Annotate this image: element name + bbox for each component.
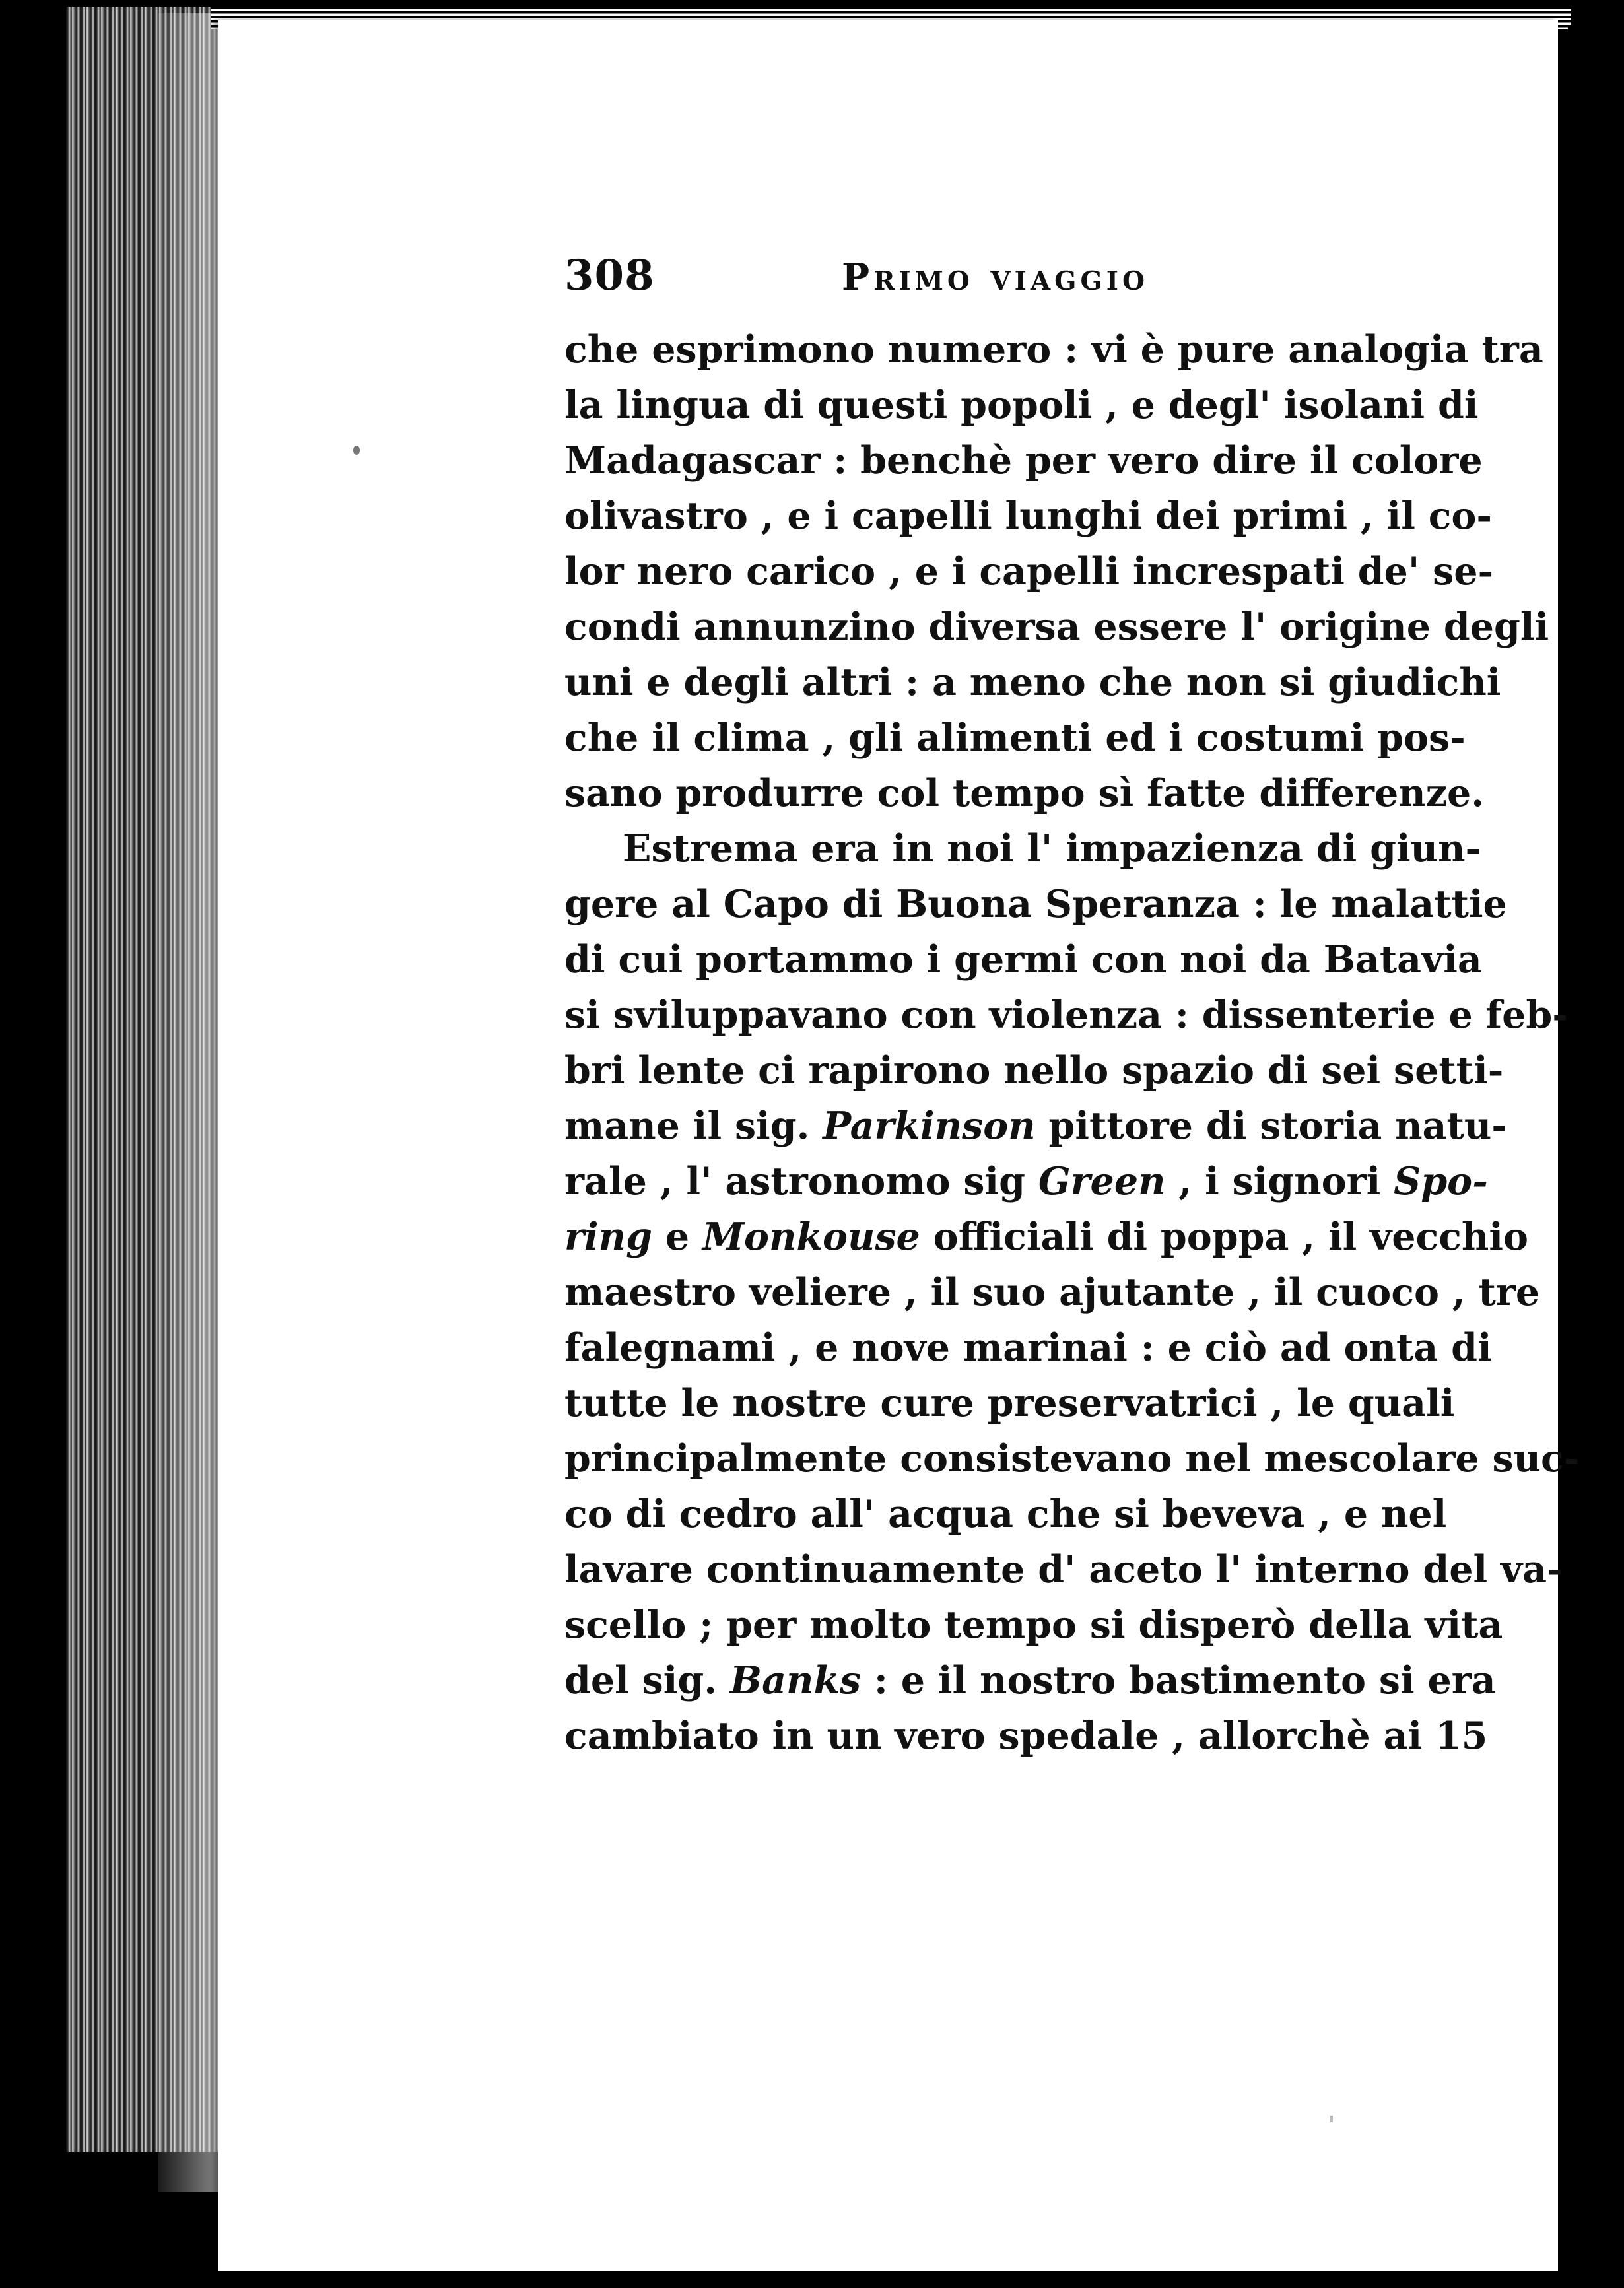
line-text: uni e degli altri : a meno che non si giudichi <box>564 660 1501 704</box>
line-text: condi annunzino diversa essere l' origine degli <box>564 605 1549 649</box>
line-text: falegnami , e nove marinai : e ciò ad onta di <box>564 1326 1492 1370</box>
text-line <box>564 599 1549 655</box>
bottom-border <box>0 2271 1624 2288</box>
person-name: Monkouse <box>702 1215 920 1259</box>
text-line <box>564 488 1493 544</box>
person-name: Green <box>1038 1159 1166 1203</box>
running-head <box>564 251 1442 317</box>
person-name: Parkinson <box>823 1104 1036 1148</box>
text-line <box>564 710 1466 766</box>
margin-speck <box>1330 2116 1333 2122</box>
text-line <box>564 1487 1447 1542</box>
text-line <box>564 1043 1504 1098</box>
line-text: scello ; per molto tempo si disperò della vita <box>564 1603 1503 1647</box>
text-line <box>564 655 1501 710</box>
text-line <box>564 1653 1496 1708</box>
text-line <box>564 1209 1529 1265</box>
text-line <box>564 1542 1563 1598</box>
line-text: si sviluppavano con violenza : dissenterie e feb- <box>564 993 1568 1037</box>
line-text: co di cedro all' acqua che si beveva , e nel <box>564 1492 1447 1536</box>
text-line <box>564 988 1568 1043</box>
text-line <box>564 877 1507 932</box>
line-text: lor nero carico , e i capelli increspati de' se- <box>564 549 1494 593</box>
line-text: di cui portammo i germi con noi da Batavia <box>564 937 1482 982</box>
text-line <box>564 1154 1488 1209</box>
margin-speck <box>353 446 360 455</box>
text-line <box>564 1376 1455 1431</box>
text-line <box>564 1320 1492 1376</box>
running-title: Primo viaggio <box>842 255 1149 299</box>
line-text: Estrema era in noi l' impazienza di giun- <box>623 826 1481 871</box>
text-line <box>564 1598 1503 1653</box>
text-line <box>564 1265 1540 1320</box>
text-line <box>564 821 1481 877</box>
person-name: ring <box>564 1215 652 1259</box>
text-line <box>564 1708 1488 1764</box>
line-text: lavare continuamente d' aceto l' interno del va- <box>564 1547 1563 1592</box>
line-text: tutte le nostre cure preservatrici , le quali <box>564 1381 1455 1425</box>
line-text: la lingua di questi popoli , e degl' isolani di <box>564 383 1479 427</box>
line-text: mane il sig. <box>564 1104 823 1148</box>
line-text: : e il nostro bastimento si era <box>861 1658 1496 1702</box>
line-text: e <box>652 1215 702 1259</box>
text-line <box>564 932 1482 988</box>
line-text: rale , l' astronomo sig <box>564 1159 1038 1203</box>
page-number: 308 <box>564 251 655 300</box>
line-text: che il clima , gli alimenti ed i costumi pos- <box>564 716 1466 760</box>
line-text: che esprimono numero : vi è pure analogia tra <box>564 327 1543 372</box>
person-name: Banks <box>729 1658 862 1702</box>
line-text: del sig. <box>564 1658 730 1702</box>
line-text: sano produrre col tempo sì fatte differenze. <box>564 771 1485 815</box>
line-text: officiali di poppa , il vecchio <box>920 1215 1529 1259</box>
line-text: maestro veliere , il suo ajutante , il cuoco , tre <box>564 1270 1540 1314</box>
body-paragraphs <box>564 322 1580 1764</box>
line-text: gere al Capo di Buona Speranza : le malattie <box>564 882 1507 926</box>
text-line <box>564 1098 1507 1154</box>
line-text: olivastro , e i capelli lunghi dei primi , il co- <box>564 494 1493 538</box>
text-line <box>564 544 1494 599</box>
right-binding-edge <box>1568 26 1584 2271</box>
line-text: pittore di storia natu- <box>1035 1104 1507 1148</box>
text-line <box>564 1431 1580 1487</box>
line-text: Madagascar : benchè per vero dire il colore <box>564 438 1483 483</box>
line-text: , i signori <box>1165 1159 1394 1203</box>
person-name: Spo- <box>1394 1159 1488 1203</box>
line-text: principalmente consistevano nel mescolare suc- <box>564 1436 1580 1481</box>
line-text: bri lente ci rapirono nello spazio di sei setti- <box>564 1048 1504 1093</box>
text-line <box>564 378 1479 433</box>
text-line <box>564 322 1543 378</box>
text-line <box>564 766 1485 821</box>
line-text: cambiato in un vero spedale , allorchè ai 15 <box>564 1714 1488 1758</box>
text-line <box>564 433 1483 488</box>
page-text-block <box>564 251 1580 1764</box>
